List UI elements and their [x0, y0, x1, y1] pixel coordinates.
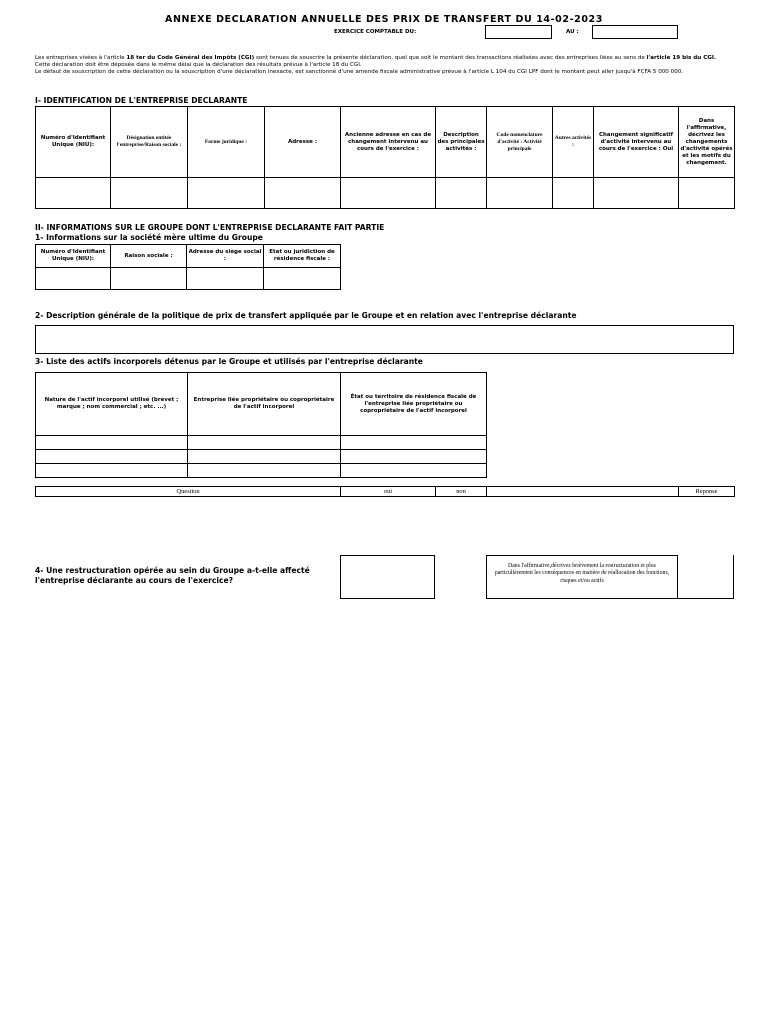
intro-line-2: Cette déclaration doit être déposée dans le même délai que la déclaration des résultats prévue à l'article 18 du CGI. [35, 62, 362, 68]
page-title: ANNEXE DECLARATION ANNUELLE DES PRIX DE TRANSFERT DU 14-02-2023 [165, 14, 603, 25]
intro-line-3: Le défaut de souscription de cette déclaration ou la souscription d'une déclaration inexacte, est sanctionné d'une amende fiscale administrative prévue à l'article L 104 du CGI LPF dont le montant peut aller jusqu'à FCFA 5 000 000. [35, 69, 684, 75]
col-adresse: Adresse : [265, 107, 341, 178]
cell-input[interactable] [111, 268, 187, 290]
intro-text [35, 55, 755, 76]
section2-title: II- INFORMATIONS SUR LE GROUPE DONT L'ENTREPRISE DECLARANTE FAIT PARTIE [35, 223, 385, 232]
cell-input[interactable] [341, 450, 487, 464]
politique-prix-field[interactable] [35, 325, 734, 354]
actifs-incorporels-table [35, 372, 487, 478]
identification-table [35, 106, 735, 209]
section2-sub1: 1- Informations sur la société mère ultime du Groupe [35, 233, 263, 242]
col-ancienne-adresse: Ancienne adresse en cas de changement intervenu au cours de l'exercice : [341, 107, 436, 178]
section4-question: 4- Une restructuration opérée au sein du Groupe a-t-elle affecté l'entreprise déclarante au cours de l'exercice? [35, 566, 310, 585]
exercice-label: EXERCICE COMPTABLE DU: [334, 29, 417, 35]
col-code-nomenclature: Code nomenclature d'activité : Activité principale [487, 107, 553, 178]
col-entreprise-proprietaire: Entreprise liée propriétaire ou copropriétaire de l'actif incorporel [188, 373, 341, 436]
cell-input[interactable] [679, 178, 735, 209]
col-changement: Changement significatif d'activité intervenu au cours de l'exercice : Oui [594, 107, 679, 178]
oui-header: oui [341, 487, 436, 497]
q4-oui-cell[interactable] [341, 556, 434, 598]
cell-input[interactable] [36, 436, 188, 450]
col-niu-mere: Numéro d'Identifiant Unique (NIU): [36, 245, 111, 268]
q4-bottom-line [340, 598, 435, 599]
col-residence-proprietaire: État ou territoire de résidence fiscale de l'entreprise liée propriétaire ou copropriétaire de l'actif incorporel [341, 373, 487, 436]
col-affirmative: Dans l'affirmative, décrivez les changements d'activité opérés et les motifs du changement. [679, 107, 735, 178]
q4-reponse-bottom [678, 598, 734, 599]
col-designation: Désignation entitée l'entreprise/Raison sociale : [111, 107, 188, 178]
cell-input[interactable] [188, 436, 341, 450]
cell-input[interactable] [265, 178, 341, 209]
cell-input[interactable] [341, 178, 436, 209]
cell-input[interactable] [36, 268, 111, 290]
question-bar [35, 486, 735, 497]
cell-input[interactable] [36, 450, 188, 464]
q4-reponse-cell[interactable] [679, 556, 733, 598]
col-raison-sociale: Raison sociale : [111, 245, 187, 268]
section2-sub2: 2- Description générale de la politique de prix de transfert appliquée par le Groupe et en relation avec l'entreprise déclarante [35, 311, 577, 320]
col-forme-juridique: Forme juridique : [188, 107, 265, 178]
q4-divider [434, 555, 435, 599]
cell-input[interactable] [341, 464, 487, 478]
exercice-du-field[interactable] [485, 25, 552, 39]
societe-mere-table [35, 244, 341, 290]
cell-input[interactable] [188, 464, 341, 478]
reponse-header: Reponse [679, 487, 735, 497]
col-residence-fiscale: Etat ou juridiction de résidence fiscale : [264, 245, 341, 268]
section1-title: I- IDENTIFICATION DE L'ENTREPRISE DECLARANTE [35, 96, 248, 105]
section2-sub3: 3- Liste des actifs incorporels détenus par le Groupe et utilisés par l'entreprise déclarante [35, 357, 423, 366]
au-label: AU : [566, 29, 579, 35]
exercice-au-field[interactable] [592, 25, 678, 39]
cell-input[interactable] [111, 178, 188, 209]
cell-input[interactable] [188, 450, 341, 464]
cell-input[interactable] [341, 436, 487, 450]
col-description-activites: Description des principales activités : [436, 107, 487, 178]
blank-header [487, 487, 679, 497]
cell-input[interactable] [188, 178, 265, 209]
non-header: non [436, 487, 487, 497]
cell-input[interactable] [594, 178, 679, 209]
cell-input[interactable] [264, 268, 341, 290]
cell-input[interactable] [187, 268, 264, 290]
cell-input[interactable] [487, 178, 553, 209]
q4-divider [733, 555, 734, 599]
cell-input[interactable] [436, 178, 487, 209]
q4-affirmative-text: Dans l'affirmative,décrivez brièvement la restructuration et plus particulièrement les conséquences en matière de réallocation des fonctions, risques et/ou actifs [494, 563, 670, 584]
cell-input[interactable] [553, 178, 594, 209]
col-autres-activites: Autres activités : [553, 107, 594, 178]
col-adresse-siege: Adresse du siège social : [187, 245, 264, 268]
intro-line-1: Les entreprises visées à l'article 18 ter du Code Général des Impôts (CGI) sont tenues de souscrire la présente déclaration, quel que soit le montant des transactions réalisées avec des entreprises liées au sens de l'article 19 bis du CGI. [35, 55, 717, 61]
col-nature-actif: Nature de l'actif incorporel utilisé (brevet ; marque ; nom commercial ; etc. ...) [36, 373, 188, 436]
cell-input[interactable] [36, 464, 188, 478]
col-niu: Numéro d'Identifiant Unique (NIU): [36, 107, 111, 178]
q4-affirmative-box[interactable] [486, 555, 678, 599]
cell-input[interactable] [36, 178, 111, 209]
question-header: Question [36, 487, 341, 497]
